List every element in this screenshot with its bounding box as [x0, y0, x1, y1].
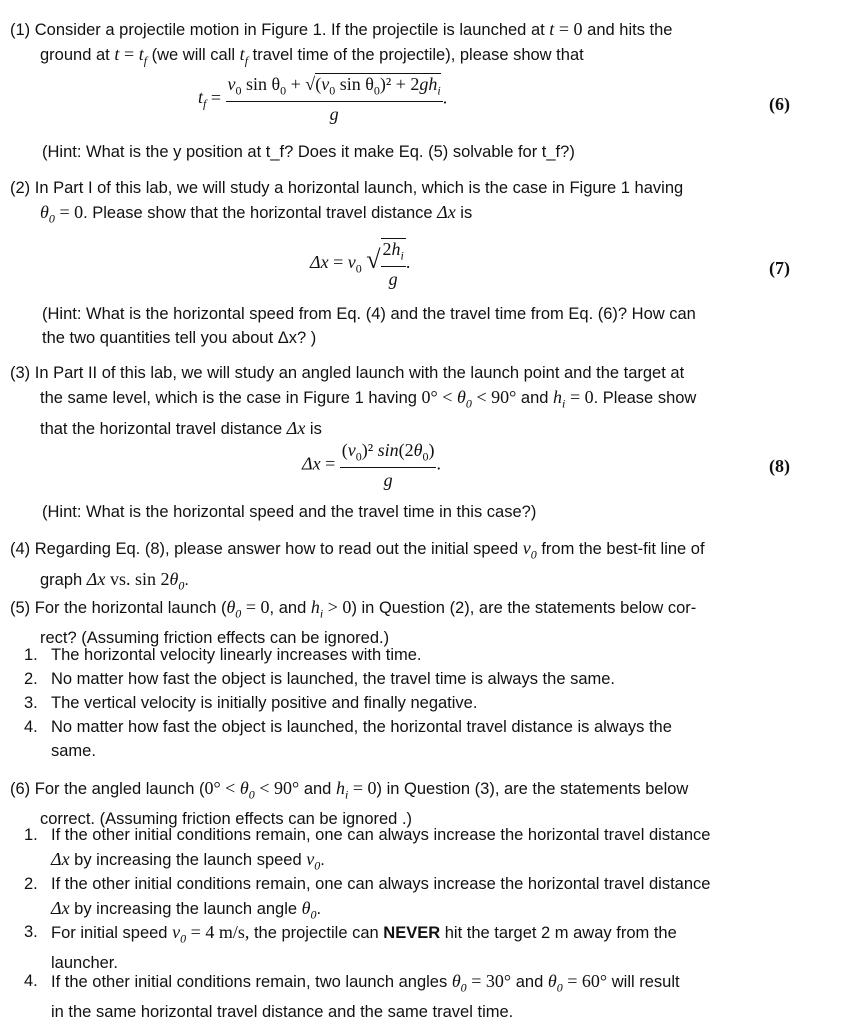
q6-item-3: 3. For initial speed $v_0 = 4$ m/s, the projectile can NEVER hit the target 2 m away from the launcher. — [24, 922, 677, 972]
q6-item-2: 2. If the other initial conditions remain, one can always increase the horizontal travel distance Δx by increasing the launch angle $\theta_0$. — [24, 875, 711, 922]
equation-7: $\Delta x = v_0$ √ $\frac{2h_i}{g}$ . — [310, 239, 411, 289]
equation-6: $t_f$ = $\frac{v_0 \sin \theta_0 + √(v_0 \sin \theta_0)^2 + 2gh_i}{g}$ . — [198, 74, 448, 124]
equation-number-7: (7) — [769, 258, 790, 278]
q5-item-2: 2. No matter how fast the object is launched, the travel time is always the same. — [24, 670, 616, 688]
q5-item-1: 1. The horizontal velocity linearly increases with time. — [24, 646, 422, 664]
q6-item-1: 1. If the other initial conditions remain, one can always increase the horizontal travel distance Δx by increasing the launch speed $v_0$. — [24, 826, 711, 873]
equation-8: Δx = $\frac{(v_0)^2 \sin(2\theta_0)}{g}$ . — [302, 440, 441, 490]
question-1: (1) Consider a projectile motion in Figure 1. If the projectile is launched at t = 0 and hits the ground at $t = t_f$ (we will call $t_f$ travel time of the projectile), please show that — [10, 19, 673, 68]
hint-3: (Hint: What is the horizontal speed and the travel time in this case?) — [42, 503, 537, 521]
question-3: (3) In Part II of this lab, we will study an angled launch with the launch point and the target at the same level, which is the case in Figure 1 having $0^\circ < \theta_0 < 90^\circ$ and $h_i = 0$. Please show that the horizontal travel distance Δx is — [10, 364, 697, 438]
hint-2: (Hint: What is the horizontal speed from Eq. (4) and the travel time from Eq. (6)? How can the two quantities tell you about Δx? ) — [42, 305, 696, 347]
q5-item-4: 4. No matter how fast the object is launched, the horizontal travel distance is always the same. — [24, 718, 672, 760]
question-2: (2) In Part I of this lab, we will study a horizontal launch, which is the case in Figure 1 having $\theta_0 = 0$. Please show that the horizontal travel distance Δx is — [10, 179, 684, 226]
hint-1: (Hint: What is the y position at t_f? Does it make Eq. (5) solvable for t_f?) — [42, 143, 575, 161]
q6-item-4: 4. If the other initial conditions remain, two launch angles $\theta_0 = 30^\circ$ and $\theta_0 = 60^\circ$ will result in the same horizontal travel distance and the same travel time. — [24, 971, 680, 1021]
q5-item-3: 3. The vertical velocity is initially positive and finally negative. — [24, 694, 478, 712]
equation-number-8: (8) — [769, 456, 790, 476]
question-6: (6) For the angled launch ($0^\circ < \theta_0 < 90^\circ$ and $h_i = 0$) in Question (3), are the statements below correct. (Assuming friction effects can be ignored .) — [10, 778, 689, 828]
question-4: (4) Regarding Eq. (8), please answer how to read out the initial speed $v_0$ from the best-fit line of graph Δx vs. $\sin 2\theta_0$. — [10, 538, 705, 593]
equation-number-6: (6) — [769, 94, 790, 114]
question-5: (5) For the horizontal launch ($\theta_0 = 0$, and $h_i > 0$) in Question (2), are the statements below cor- rect? (Assuming friction effects can be ignored.) — [10, 597, 697, 647]
